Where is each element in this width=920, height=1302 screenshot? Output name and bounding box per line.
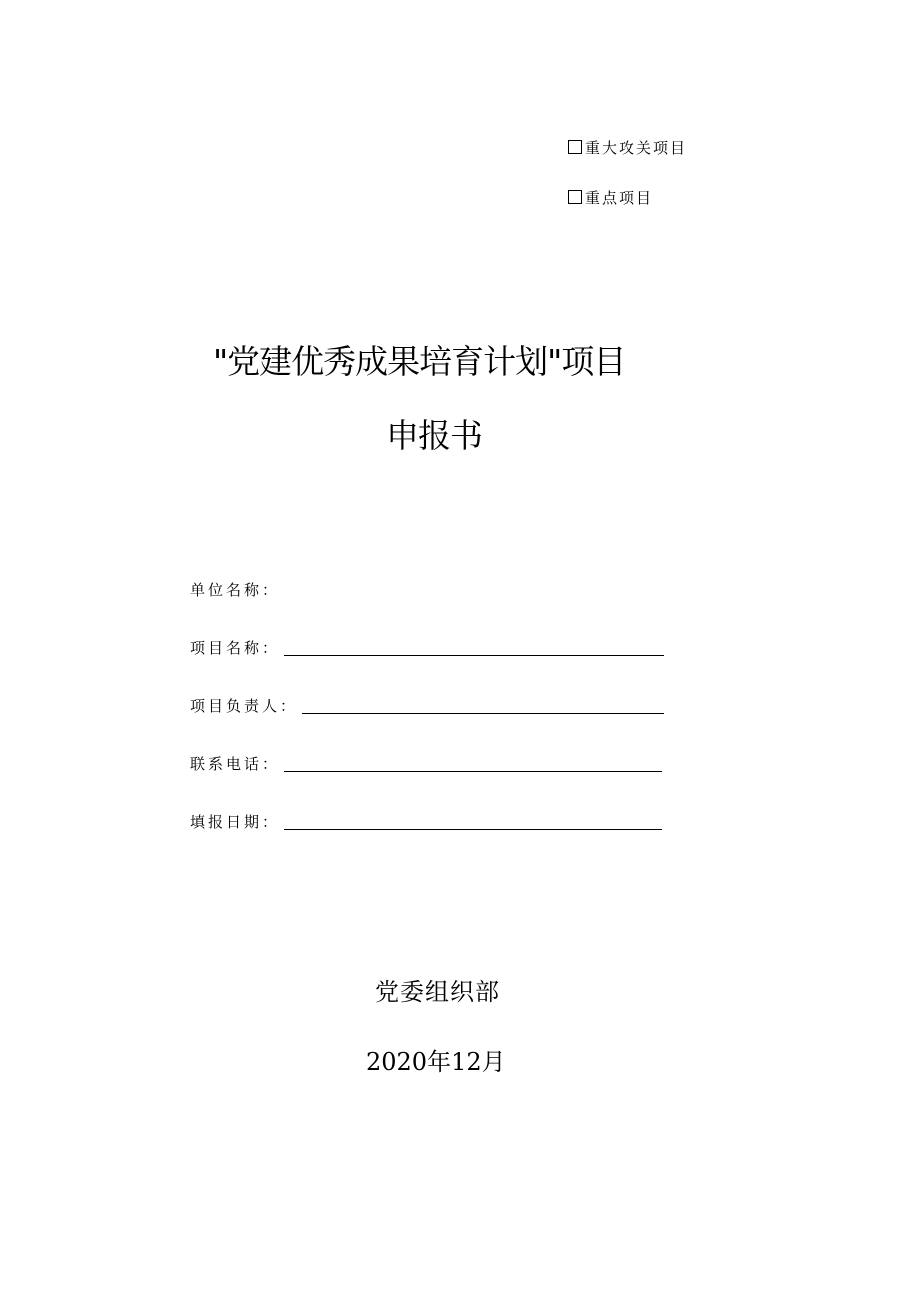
field-label: 联系电话： — [190, 755, 281, 773]
checkbox-label: 重点项目 — [585, 188, 654, 207]
field-phone — [190, 751, 662, 775]
document-title-line2: 申报书 — [386, 416, 482, 455]
field-label: 项目负责人： — [190, 697, 299, 715]
field-project-leader — [190, 693, 664, 717]
field-unit-name — [190, 577, 280, 601]
checkbox-icon[interactable] — [568, 190, 582, 204]
field-project-name — [190, 635, 664, 659]
checkbox-label: 重大攻关项目 — [585, 138, 688, 157]
checkbox-key-project[interactable] — [568, 186, 653, 208]
checkbox-icon[interactable] — [568, 140, 582, 154]
field-label: 项目名称： — [190, 639, 281, 657]
field-label: 单位名称： — [190, 581, 281, 599]
field-label: 填报日期： — [190, 813, 281, 831]
issue-date: 2020年12月 — [366, 1048, 506, 1076]
project-leader-input-line[interactable] — [302, 695, 664, 714]
project-name-input-line[interactable] — [284, 637, 664, 656]
document-title-line1: "党建优秀成果培育计划"项目 — [213, 342, 626, 381]
phone-input-line[interactable] — [284, 753, 662, 772]
checkbox-major-project[interactable] — [568, 136, 687, 158]
fill-date-input-line[interactable] — [284, 811, 662, 830]
issuing-organization: 党委组织部 — [375, 978, 500, 1006]
field-fill-date — [190, 809, 662, 833]
